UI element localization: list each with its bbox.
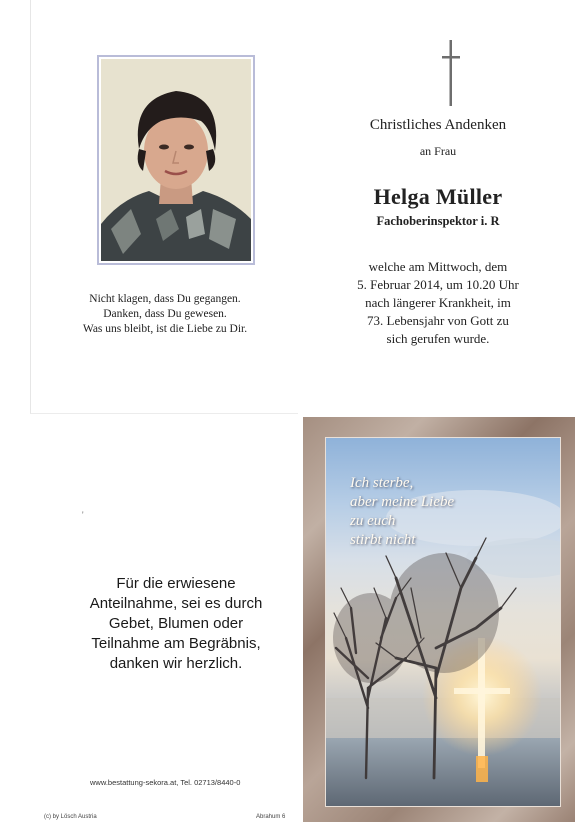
quote-line: Ich sterbe,: [350, 475, 414, 491]
deceased-name: Helga Müller: [373, 184, 503, 209]
memorial-quote: [350, 474, 550, 550]
poem-line: Danken, dass Du gewesen.: [103, 308, 227, 320]
poem-line: Was uns bleibt, ist die Liebe zu Dir.: [82, 323, 248, 335]
memorial-text-panel: [298, 0, 578, 414]
thanks-line: Anteilnahme, sei es durch: [89, 595, 263, 612]
portrait-frame: [97, 55, 255, 265]
funeral-home-contact: www.bestattung-sekora.at, Tel. 02713/8440-0: [90, 778, 241, 787]
thanks-line: Gebet, Blumen oder: [108, 615, 244, 632]
notice-line: nach längerer Krankheit, im: [365, 295, 511, 310]
thanks-line: Für die erwiesene: [116, 575, 236, 592]
deceased-title: Fachoberinspektor i. R: [376, 214, 500, 228]
portrait-photo: [101, 59, 251, 261]
thanks-line: danken wir herzlich.: [109, 655, 243, 672]
stray-mark: ': [82, 510, 84, 520]
thanks-line: Teilnahme am Begräbnis,: [91, 635, 261, 652]
memorial-heading: Christliches Andenken: [369, 117, 507, 133]
picture-panel: [303, 417, 575, 822]
cross-icon: [442, 40, 460, 106]
quote-line: aber meine Liebe: [350, 494, 455, 510]
notice-line: 73. Lebensjahr von Gott zu: [367, 313, 509, 328]
portrait-panel: [30, 0, 298, 414]
notice-line: sich gerufen wurde.: [386, 331, 490, 346]
image-credit: Abrahum 6: [256, 814, 286, 820]
printer-credit: (c) by Lösch Austria: [44, 814, 97, 820]
poem-line: Nicht klagen, dass Du gegangen.: [89, 293, 241, 305]
salutation: an Frau: [419, 144, 457, 158]
memorial-poem: [31, 292, 299, 337]
notice-line: welche am Mittwoch, dem: [368, 259, 508, 274]
quote-line: zu euch: [350, 513, 396, 529]
notice-line: 5. Februar 2014, um 10.20 Uhr: [357, 277, 519, 292]
quote-line: stirbt nicht: [350, 532, 416, 548]
death-notice-text: [298, 258, 578, 348]
thanks-text: [30, 574, 322, 674]
sunset-trees-photo: [325, 437, 561, 807]
thanks-panel: [30, 414, 298, 828]
